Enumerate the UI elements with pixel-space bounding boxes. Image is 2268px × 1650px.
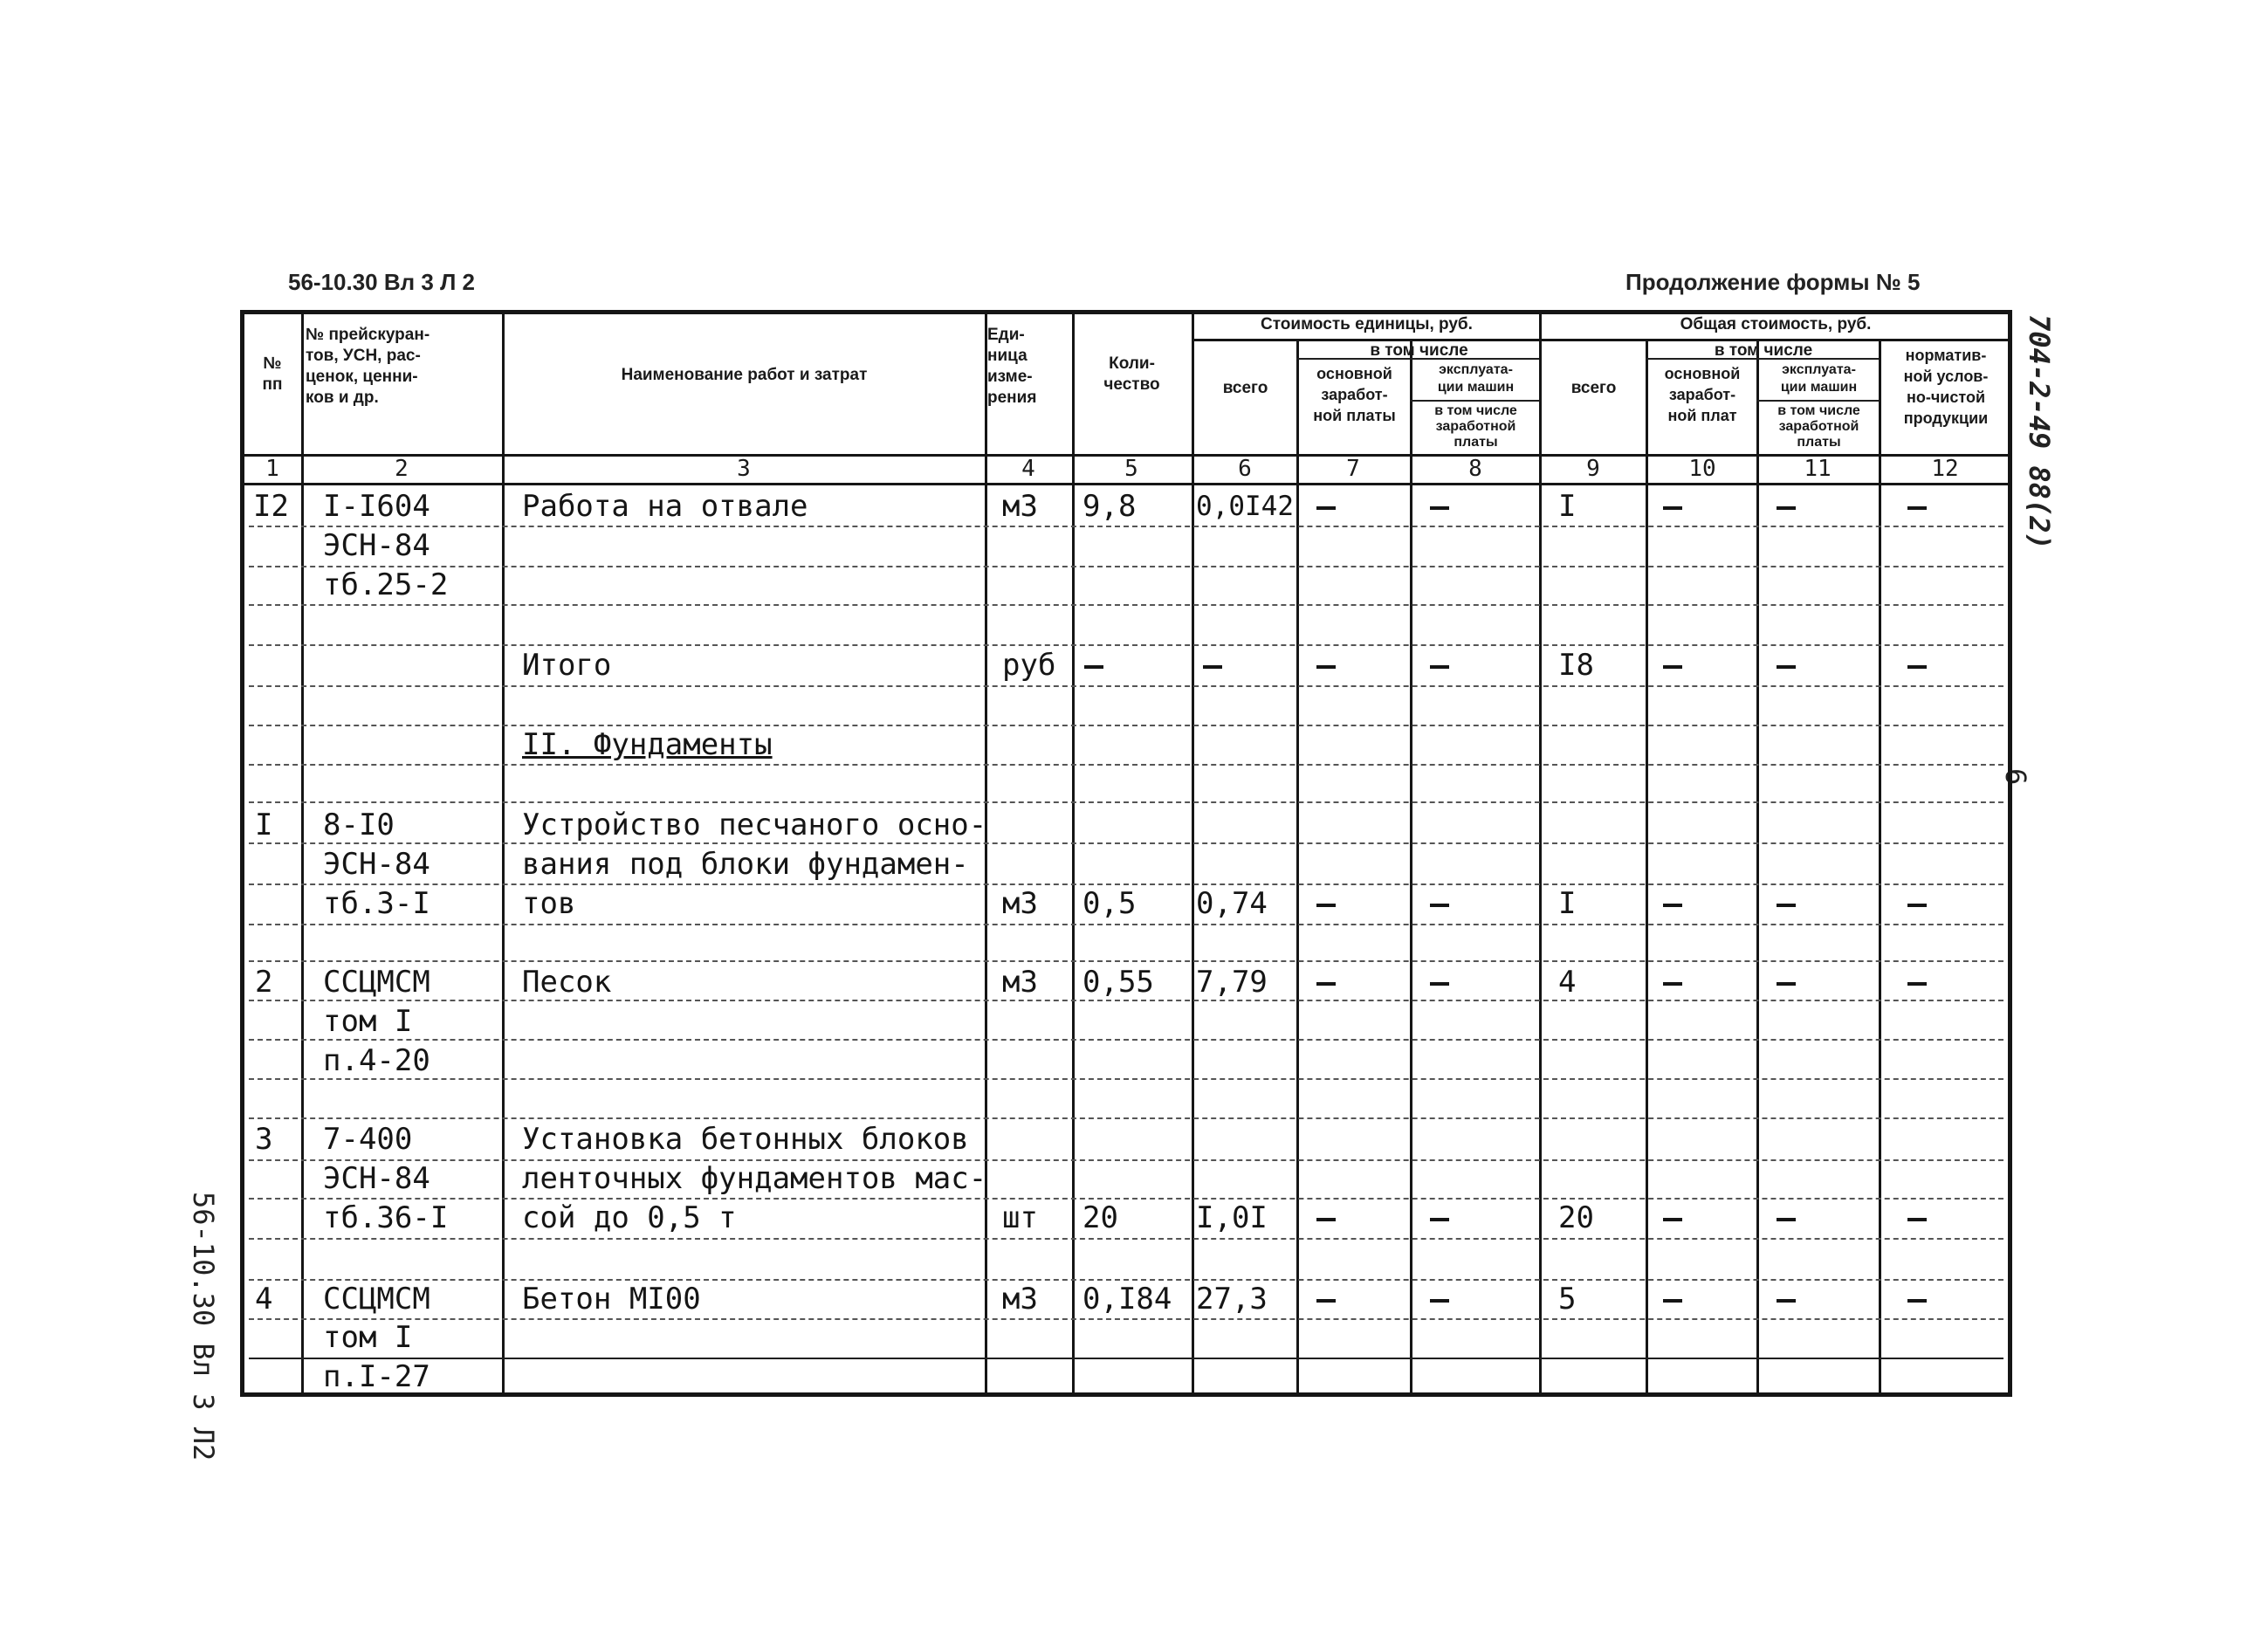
header-unit-cost-group: Стоимость единицы, руб. [1261, 315, 1473, 333]
colnum-3: 3 [737, 456, 751, 482]
row3-price: I,0I [1196, 1200, 1268, 1235]
colnum-bottom-line [240, 483, 2012, 485]
row3-unit: шт [1002, 1200, 1038, 1235]
dash [1663, 982, 1682, 986]
col-divider [502, 310, 505, 1397]
header-name: Наименование работ и затрат [621, 366, 868, 384]
colnum-6: 6 [1238, 456, 1252, 482]
col-divider [1072, 310, 1075, 1397]
side-code-right: 704-2-49 88(2) [2023, 314, 2056, 550]
row4-code1: ССЦМСМ [323, 1282, 430, 1317]
dash [1777, 904, 1796, 907]
row-line [249, 883, 2003, 885]
row1-code1: 8-I0 [323, 808, 395, 842]
dash [1663, 1218, 1682, 1221]
row12-total: I [1558, 489, 1577, 524]
row3-code1: 7-400 [323, 1122, 413, 1157]
row3-code3: тб.36-I [323, 1200, 449, 1235]
dash [1316, 1299, 1336, 1303]
header-machines-1: эксплуата- ции машин [1437, 362, 1515, 395]
dash [1663, 506, 1682, 510]
row-line [249, 1039, 2003, 1041]
dash [1907, 982, 1927, 986]
row2-price: 7,79 [1196, 965, 1268, 1000]
row2-code3: п.4-20 [323, 1043, 430, 1078]
dash [1777, 506, 1796, 510]
row12-unit: м3 [1002, 489, 1038, 524]
row12-qty: 9,8 [1082, 489, 1137, 524]
row-line [249, 1078, 2003, 1080]
row-line [249, 526, 2003, 527]
row-line [249, 604, 2003, 606]
header-no: № пп [262, 354, 283, 394]
dash [1430, 1218, 1449, 1221]
dash [1430, 665, 1449, 669]
row2-unit: м3 [1002, 965, 1038, 1000]
header-line [1756, 400, 1879, 402]
dash [1084, 665, 1103, 669]
row4-code2: том I [323, 1320, 413, 1355]
row1-code2: ЭСН-84 [323, 847, 430, 882]
row-line [249, 924, 2003, 925]
row3-total: 20 [1558, 1200, 1594, 1235]
header-all-1: всего [1222, 379, 1268, 397]
itogo-unit: руб [1002, 648, 1056, 683]
colnum-10: 10 [1688, 456, 1716, 482]
header-machines-2: эксплуата- ции машин [1780, 362, 1858, 395]
row-line [249, 725, 2003, 726]
dash [1316, 665, 1336, 669]
row2-code1: ССЦМСМ [323, 965, 430, 1000]
row3-qty: 20 [1082, 1200, 1118, 1235]
dash [1907, 1218, 1927, 1221]
dash [1430, 506, 1449, 510]
row1-price: 0,74 [1196, 886, 1268, 921]
dash [1663, 904, 1682, 907]
header-machines-incl-2: в том числе заработной платы [1777, 403, 1860, 450]
row4-no: 4 [255, 1282, 273, 1317]
row1-name2: вания под блоки фундамен- [522, 847, 969, 882]
colnum-5: 5 [1124, 456, 1138, 482]
form-continuation: Продолжение формы № 5 [1625, 269, 1921, 295]
header-salary-1: основной заработ- ной платы [1313, 365, 1396, 424]
colnum-8: 8 [1468, 456, 1482, 482]
row-line [249, 842, 2003, 844]
row12-no: I2 [253, 489, 289, 524]
row1-name1: Устройство песчаного осно- [522, 808, 987, 842]
row4-price: 27,3 [1196, 1282, 1268, 1317]
row4-unit: м3 [1002, 1282, 1038, 1317]
row1-no: I [255, 808, 273, 842]
col-divider [985, 310, 987, 1397]
header-unit: Еди- ница изме- рения [987, 326, 1037, 407]
row4-total: 5 [1558, 1282, 1577, 1317]
header-all-2: всего [1570, 379, 1617, 397]
dash [1663, 665, 1682, 669]
dash [1316, 1218, 1336, 1221]
dash [1777, 665, 1796, 669]
row-line [249, 1318, 2003, 1320]
colnum-2: 2 [395, 456, 409, 482]
row3-code2: ЭСН-84 [323, 1161, 430, 1196]
row1-unit: м3 [1002, 886, 1038, 921]
dash [1777, 982, 1796, 986]
row1-name3: тов [522, 886, 576, 921]
dash [1316, 982, 1336, 986]
header-line [1410, 400, 1539, 402]
row2-name: Песок [522, 965, 612, 1000]
header-incl-2: в том числе [1714, 341, 1813, 360]
row3-name1: Установка бетонных блоков [522, 1122, 969, 1157]
row-line [249, 960, 2003, 962]
dash [1777, 1299, 1796, 1303]
row-line [249, 1279, 2003, 1281]
row-line [249, 685, 2003, 687]
row12-price: 0,0I42 [1196, 491, 1294, 522]
dash [1907, 1299, 1927, 1303]
dash [1203, 665, 1222, 669]
colnum-11: 11 [1804, 456, 1832, 482]
row-line [249, 1159, 2003, 1161]
dash [1430, 904, 1449, 907]
row2-qty: 0,55 [1082, 965, 1154, 1000]
row3-no: 3 [255, 1122, 273, 1157]
header-total-cost-group: Общая стоимость, руб. [1680, 315, 1872, 333]
row4-code3: п.I-27 [323, 1359, 430, 1394]
dash [1663, 1299, 1682, 1303]
dash [1430, 982, 1449, 986]
row-line [249, 566, 2003, 567]
dash [1316, 506, 1336, 510]
row1-total: I [1558, 886, 1577, 921]
col-divider [301, 310, 304, 1397]
row-line [249, 1198, 2003, 1200]
dash [1907, 904, 1927, 907]
row2-code2: том I [323, 1004, 413, 1039]
itogo-total: I8 [1558, 648, 1594, 683]
header-incl-1: в том числе [1370, 341, 1468, 360]
colnum-9: 9 [1586, 456, 1600, 482]
row-line [249, 644, 2003, 646]
dash [1907, 506, 1927, 510]
row12-name: Работа на отвале [522, 489, 808, 524]
row-line [249, 1117, 2003, 1119]
row-line [249, 1358, 2003, 1359]
itogo-label: Итого [522, 648, 612, 683]
colnum-1: 1 [265, 456, 279, 482]
row2-total: 4 [1558, 965, 1577, 1000]
section-heading: II. Фундаменты [522, 727, 773, 762]
row-line [249, 801, 2003, 803]
row12-code1: I-I604 [323, 489, 430, 524]
page-number: 6 [1999, 768, 2032, 786]
dash [1430, 1299, 1449, 1303]
header-qty: Коли- чество [1103, 354, 1160, 394]
header-machines-incl-1: в том числе заработной платы [1434, 403, 1517, 450]
row-line [249, 764, 2003, 766]
row1-code3: тб.3-I [323, 886, 430, 921]
header-pricelist: № прейскуран- тов, УСН, рас- ценок, ценни- ков и др. [306, 326, 430, 407]
row3-name3: сой до 0,5 т [522, 1200, 737, 1235]
row3-name2: ленточных фундаментов мас- [522, 1161, 987, 1196]
dash [1777, 1218, 1796, 1221]
colnum-7: 7 [1346, 456, 1360, 482]
colnum-12: 12 [1931, 456, 1959, 482]
row-line [249, 1238, 2003, 1240]
colnum-4: 4 [1021, 456, 1035, 482]
col-divider [1192, 310, 1194, 1397]
row2-no: 2 [255, 965, 273, 1000]
row1-qty: 0,5 [1082, 886, 1137, 921]
row12-code3: тб.25-2 [323, 567, 449, 602]
row4-qty: 0,I84 [1082, 1282, 1172, 1317]
row4-name: Бетон МI00 [522, 1282, 701, 1317]
document-code: 56-10.30 Вл 3 Л 2 [288, 269, 475, 295]
side-code-left: 56-10.30 Вл 3 Л2 [187, 1192, 220, 1461]
dash [1907, 665, 1927, 669]
col-divider [1539, 310, 1542, 1397]
dash [1316, 904, 1336, 907]
row-line [249, 1000, 2003, 1001]
header-salary-2: основной заработ- ной плат [1664, 365, 1741, 424]
row12-code2: ЭСН-84 [323, 528, 430, 563]
header-norm: норматив- ной услов- но-чистой продукции [1903, 347, 1989, 427]
